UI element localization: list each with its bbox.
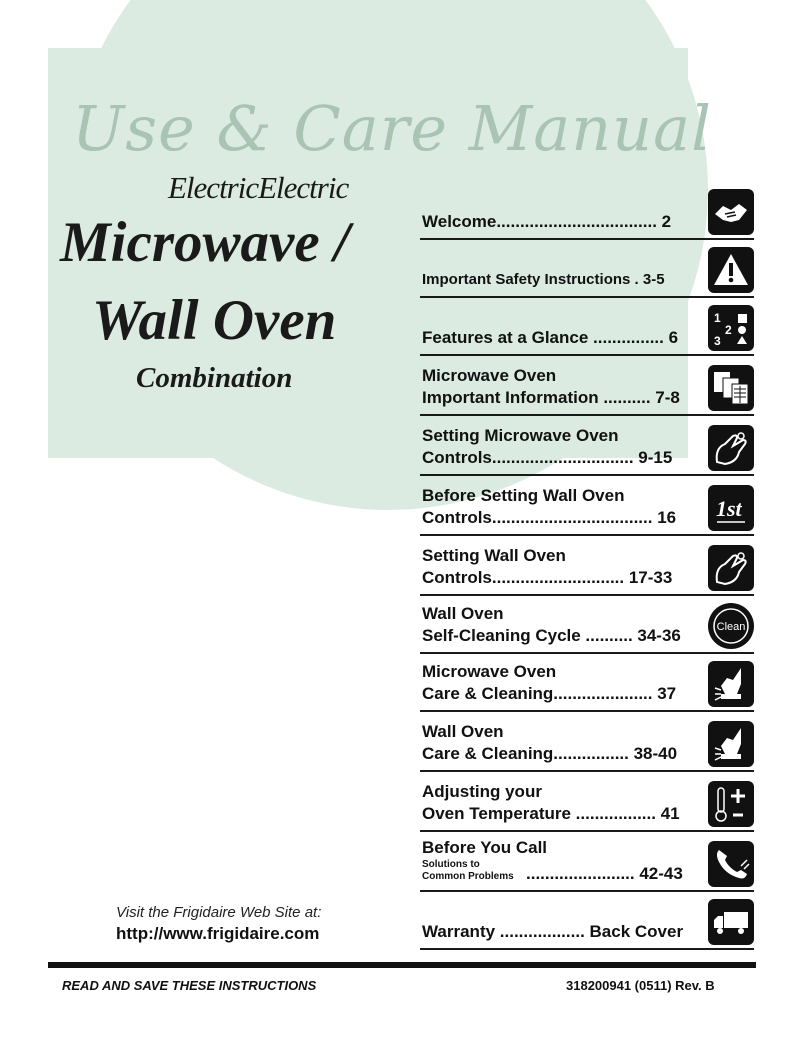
svg-text:1st: 1st [716,496,742,521]
truck-icon [708,899,754,945]
handshake-icon [708,189,754,235]
electric-label: ElectricElectric [168,170,349,205]
thermometer-icon [708,781,754,827]
toc-entry-text: Self-Cleaning Cycle .......... 34-36 [422,626,681,645]
toc-entry-text: Warranty .................. Back Cover [422,922,684,941]
svg-text:3: 3 [714,334,721,348]
toc-item-before-wall-oven[interactable] [420,478,754,536]
product-title-line1: Microwave / [60,211,350,274]
toc-entry-text: Oven Temperature ................. 41 [422,804,680,823]
toc-entry-text: Controls............................ 17-33 [422,568,673,587]
toc-entry-text: Care & Cleaning................ 38-40 [422,744,678,763]
toc-entry-text: Welcome.................................. 2 [422,212,672,231]
toc-entry-text: Important Information .......... 7-8 [422,388,680,407]
toc-entry-text: Wall Oven [422,604,504,623]
toc-item-wall-oven-controls[interactable] [420,538,754,596]
clean-icon [708,603,754,649]
website-visit-text: Visit the Frigidaire Web Site at: [116,904,322,921]
toc-entry-text: Before Setting Wall Oven [422,486,625,505]
toc-entry-text: Important Safety Instructions . 3-5 [422,271,665,288]
footer-part-number: 318200941 (0511) Rev. B [566,978,715,993]
toc-item-features[interactable] [420,300,754,356]
svg-text:1: 1 [714,311,721,325]
toc-entry-text: Wall Oven [422,722,504,741]
toc-item-microwave-controls[interactable] [420,418,754,476]
toc-item-self-cleaning[interactable] [420,598,754,654]
toc-entry-text: ....................... 42-43 [526,864,683,883]
hand-controls-icon [708,425,754,471]
first-icon [708,485,754,531]
toc-entry-text: Microwave Oven [422,366,557,385]
manual-title: Use & Care Manual [72,92,712,165]
toc-item-wall-oven-care[interactable] [420,714,754,772]
phone-icon [708,841,754,887]
footer-divider [48,962,756,968]
footer-instructions: READ AND SAVE THESE INSTRUCTIONS [62,978,317,993]
toc-item-welcome[interactable] [420,186,754,240]
features-icon [708,305,754,351]
toc-entry-text: Controls.............................. 9-15 [422,448,673,467]
cleaning-hand-icon [708,661,754,707]
toc-item-microwave-info[interactable] [420,358,754,416]
svg-text:2: 2 [725,323,732,337]
toc-entry-text: Microwave Oven [422,662,557,681]
toc-entry-subtext: Solutions to [422,859,480,870]
hand-controls-icon [708,545,754,591]
cleaning-hand-icon [708,721,754,767]
toc-item-adjust-temperature[interactable] [420,774,754,832]
toc-entry-text: Adjusting your [422,782,542,801]
toc-item-warranty[interactable] [420,894,754,950]
documents-icon [708,365,754,411]
toc-item-microwave-care[interactable] [420,656,754,712]
toc-entry-text: Care & Cleaning..................... 37 [422,684,677,703]
toc-item-safety[interactable] [420,242,754,298]
toc-entry-text: Setting Wall Oven [422,546,566,565]
toc-entry-text: Before You Call [422,838,548,857]
warning-icon [708,247,754,293]
website-url[interactable]: http://www.frigidaire.com [116,924,320,943]
toc-entry-text: Setting Microwave Oven [422,426,619,445]
svg-text:Clean: Clean [716,621,746,633]
toc-entry-subtext: Common Problems [422,871,514,882]
product-title-line2: Wall Oven [92,289,337,352]
toc-item-before-you-call[interactable] [420,834,754,892]
toc-entry-text: Controls.................................. 16 [422,508,677,527]
toc-entry-text: Features at a Glance ............... 6 [422,328,679,347]
product-subtitle: Combination [136,362,293,394]
